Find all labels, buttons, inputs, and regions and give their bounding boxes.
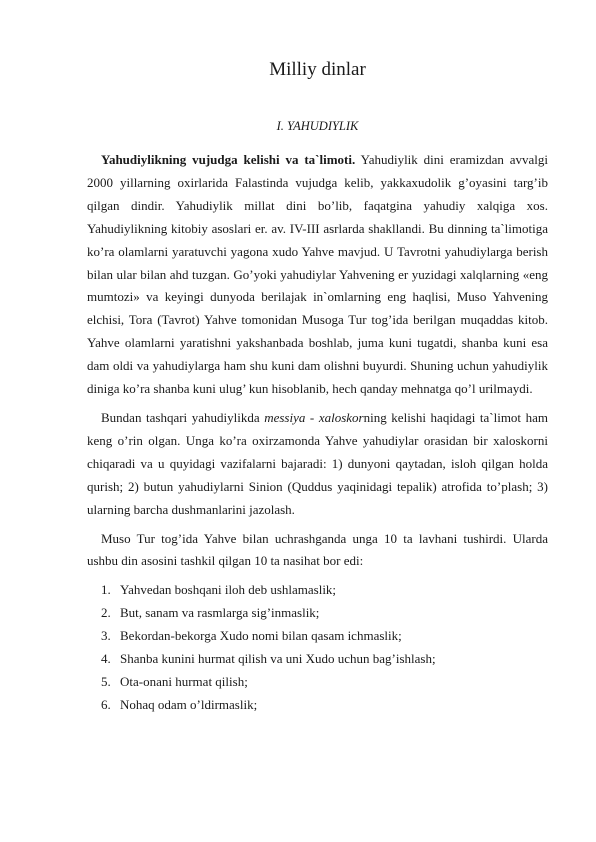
list-item-text: Bekordan-bekorga Xudo nomi bilan qasam ichmaslik;	[120, 628, 402, 644]
paragraph-text: Bundan tashqari yahudiylikda	[101, 409, 265, 425]
list-item-text: Shanba kunini hurmat qilish va uni Xudo uchun bag’ishlash;	[120, 651, 436, 667]
list-number: 5.	[101, 673, 111, 689]
list-item	[87, 648, 548, 671]
list-item	[87, 671, 548, 694]
list-item-text: Yahvedan boshqani iloh deb ushlamaslik;	[120, 582, 337, 598]
document-body	[87, 149, 548, 717]
list-item	[87, 602, 548, 625]
list-item-text: Nohaq odam o’ldirmaslik;	[120, 696, 258, 712]
paragraph-messiah	[87, 407, 548, 522]
paragraph-origin	[87, 149, 548, 401]
list-item-text: Ota-onani hurmat qilish;	[120, 673, 248, 689]
paragraph-text: ning kelishi haqidagi ta`limot ham keng o’rin olgan. Unga ko’ra oxirzamonda Yahve yahudiylar orasidan bir xaloskorni chiqaradi va u quyidagi vazifalarni bajaradi: 1) dunyoni qaytadan, isloh qilgan holda qurish; 2) butun yahudiylarni Sinion (Quddus yaqinidagi tepalik) atrofida to’plash; 3) ularning barcha dushmanlarini jazolash.	[87, 409, 549, 517]
list-number: 3.	[101, 628, 111, 644]
paragraph-text: Yahudiylik dini eramizdan avvalgi 2000 yillarning oxirlarida Falastinda vujudga kelib, yakkaxudolik g’oyasini targ’ib qilgan dindir. Yahudiylik millat dini bo’lib, faqatgina yahudiy xalqiga xos. Yahudiylikning kitobiy asoslari er. av. IV-III asrlarda shakllandi. Bu dinning ta`limotiga ko’ra olamlarni yaratuvchi yagona xudo Yahve mavjud. U Tavrotni yahudiylarga berish bilan ular bilan ahd tuzgan. Go’yoki yahudiylar Yahvening er yuzidagi xalqlarning «eng mumtozi» va keyingi dunyoda berilajak in`omlarning eng haqlisi, Muso Yahvening elchisi, Tora (Tavrot) Yahve tomonidan Musoga Tur tog’ida berilgan muqaddas kitob. Yahve olamlarni yaratishni yakshanbada boshlab, juma kuni tugatdi, shanba kuni esa dam oldi va yahudiylarga ham shu kuni dam olishni buyurdi. Shuning uchun yahudiylik diniga ko’ra shanba kuni ulug’ kun hisoblanib, hech qanday mehnatga qo’l urilmaydi.	[87, 152, 548, 397]
paragraph-tablets: Muso Tur tog’ida Yahve bilan uchrashganda unga 10 ta lavhani tushirdi. Ularda ushbu din asosini tashkil qilgan 10 ta nasihat bor edi:	[87, 530, 548, 569]
document-title: Milliy dinlar	[269, 59, 366, 80]
list-number: 6.	[101, 696, 111, 712]
list-item	[87, 694, 548, 717]
section-heading: I. YAHUDIYLIK	[276, 119, 359, 133]
list-number: 2.	[101, 605, 111, 621]
list-number: 4.	[101, 651, 111, 667]
emphasis-term: messiya - xaloskor	[264, 409, 364, 425]
commandments-list	[87, 579, 548, 716]
list-item-text: But, sanam va rasmlarga sig’inmaslik;	[120, 605, 320, 621]
paragraph-lead: Yahudiylikning vujudga kelishi va ta`limoti.	[101, 152, 356, 167]
list-number: 1.	[101, 582, 111, 598]
list-item	[87, 579, 548, 602]
list-item	[87, 625, 548, 648]
